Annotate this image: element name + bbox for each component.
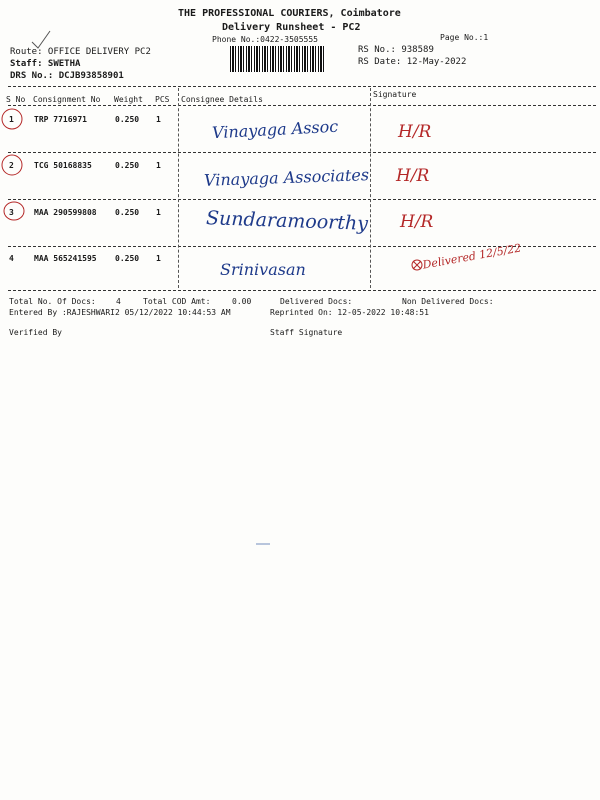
row-weight: 0.250 (115, 208, 140, 217)
row-sno: 1 (9, 115, 14, 124)
row-sno: 2 (9, 161, 14, 170)
table-header-rule (8, 105, 596, 106)
col-header-signature: Signature (373, 90, 417, 99)
row-weight: 0.250 (115, 254, 140, 263)
row-sno: 3 (9, 208, 14, 217)
circle-mark-icon (0, 106, 26, 132)
row-weight: 0.250 (115, 115, 140, 124)
staff-signature-label: Staff Signature (270, 328, 343, 337)
row-pcs: 1 (156, 254, 161, 263)
rs-date: RS Date: 12-May-2022 (358, 57, 467, 67)
col-header-consignment: Consignment No (33, 95, 101, 104)
col-header-weight: Weight (114, 95, 143, 104)
row-consignment-no: TCG 50168835 (34, 161, 92, 170)
column-divider (370, 88, 371, 288)
col-header-pcs: PCS (155, 95, 170, 104)
row-weight: 0.250 (115, 161, 140, 170)
non-delivered-docs-label: Non Delivered Docs: (402, 297, 494, 306)
consignee-handwriting: Vinayaga Assoc (211, 116, 339, 143)
verified-by: Verified By (9, 328, 62, 337)
scan-artifact (256, 543, 270, 545)
delivered-note: Delivered 12/5/22 (421, 241, 523, 272)
row-consignment-no: MAA 565241595 (34, 254, 97, 263)
row-pcs: 1 (156, 115, 161, 124)
row-divider (8, 199, 596, 200)
document-title: Delivery Runsheet - PC2 (222, 22, 361, 33)
signature-mark: H/R (396, 166, 430, 186)
table-bottom-rule (8, 290, 596, 291)
rs-number: RS No.: 938589 (358, 45, 434, 55)
entered-by: Entered By :RAJESHWARI2 05/12/2022 10:44:53 AM (9, 308, 231, 317)
total-docs-value: 4 (116, 297, 121, 306)
row-pcs: 1 (156, 161, 161, 170)
reprinted-on: Reprinted On: 12-05-2022 10:48:51 (270, 308, 429, 317)
col-header-consignee: Consignee Details (181, 95, 263, 104)
circle-mark-icon (2, 199, 28, 223)
row-consignment-no: MAA 290599808 (34, 208, 97, 217)
consignee-handwriting: Srinivasan (220, 260, 306, 279)
col-header-sno: S No (6, 95, 26, 104)
total-cod-value: 0.00 (232, 297, 252, 306)
route: Route: OFFICE DELIVERY PC2 (10, 47, 151, 57)
consignee-handwriting: Vinayaga Associates (203, 165, 370, 190)
row-consignment-no: TRP 7716971 (34, 115, 87, 124)
total-docs-label: Total No. Of Docs: (9, 297, 96, 306)
page-number: Page No.:1 (440, 33, 489, 42)
circle-mark-icon (0, 152, 26, 178)
consignee-handwriting: Sundaramoorthy (205, 207, 369, 235)
staff-name: Staff: SWETHA (10, 59, 81, 69)
drs-number: DRS No.: DCJB93858901 (10, 71, 124, 81)
signature-mark: H/R (398, 122, 432, 142)
signature-mark: H/R (400, 212, 434, 232)
total-cod-label: Total COD Amt: (143, 297, 211, 306)
row-pcs: 1 (156, 208, 161, 217)
row-divider (8, 152, 596, 153)
row-sno: 4 (9, 254, 14, 263)
delivered-docs-label: Delivered Docs: (280, 297, 353, 306)
company-name: THE PROFESSIONAL COURIERS, Coimbatore (178, 8, 401, 19)
pen-mark-icon (30, 28, 52, 50)
table-top-rule (8, 86, 596, 87)
column-divider (178, 88, 179, 288)
scribble-mark-icon (410, 258, 424, 272)
barcode-image (230, 46, 326, 72)
phone-number: Phone No.:0422-3505555 (212, 35, 318, 44)
